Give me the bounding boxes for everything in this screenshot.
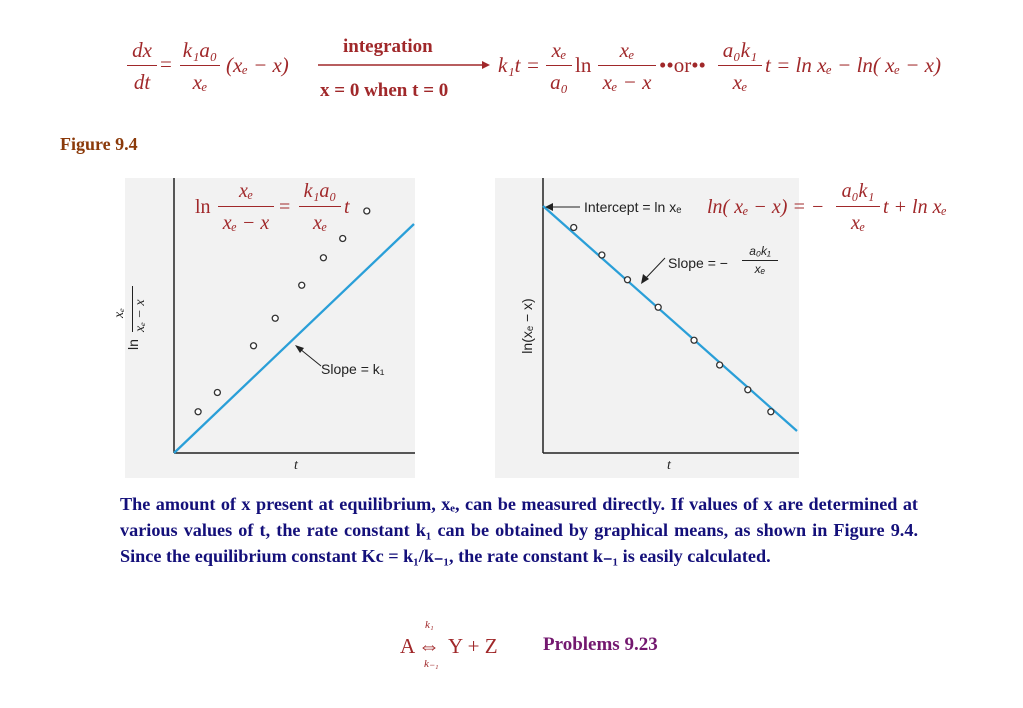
condition-label: x = 0 when t = 0 xyxy=(320,80,449,101)
reaction-arrow: ⇔ xyxy=(418,633,440,658)
right-eq-coef-num: a₀k₁ xyxy=(841,180,875,202)
integration-arrow xyxy=(318,59,490,71)
left-data-point xyxy=(364,208,370,214)
alt-coef-den: xₑ xyxy=(732,70,748,94)
description-text: The amount of x present at equilibrium, xₑ, can be measured directly. If values of x are determined at various values of t, the rate constant k₁ can be obtained by graphical means, as shown in Figure 9.4. Since the equilibrium constant Kc = k₁/k₋₁, the rate constant k₋₁ is easily calculated. xyxy=(120,494,918,566)
rate-lhs-fraction xyxy=(127,38,157,94)
integration-label: integration xyxy=(343,36,433,57)
right-eq-lhs: ln( xₑ − x) = − xyxy=(707,196,825,218)
right-data-point xyxy=(571,225,577,231)
figure-title: Figure 9.4 xyxy=(60,134,138,154)
left-eq-frac-den: xₑ − x xyxy=(222,212,270,234)
left-ylabel xyxy=(112,248,148,388)
integrated-coef-num: xₑ xyxy=(551,38,567,62)
right-plot-background xyxy=(495,178,799,478)
right-intercept-label: Intercept = ln xₑ xyxy=(584,199,682,215)
left-eq-t: t xyxy=(344,196,350,218)
reaction-k-forward: k₁ xyxy=(425,619,434,631)
ln-text: ln xyxy=(575,53,592,77)
left-data-point xyxy=(320,255,326,261)
right-data-point xyxy=(768,409,774,415)
right-slope-label: Slope = − xyxy=(668,255,728,271)
right-plot-svg xyxy=(495,178,799,478)
right-slope-num: a₀k₁ xyxy=(749,244,771,258)
right-ylabel: ln(xₑ − x) xyxy=(519,298,535,354)
left-ylabel-ln: ln xyxy=(125,339,141,350)
left-xlabel: t xyxy=(294,458,298,473)
right-data-point xyxy=(691,337,697,343)
integrated-coef-fraction xyxy=(546,38,572,94)
integrated-log-den: xₑ − x xyxy=(602,70,652,94)
alt-coef-fraction xyxy=(718,38,762,94)
right-eq-coef-den: xₑ xyxy=(850,212,866,234)
left-slope-annotation: Slope = k₁ xyxy=(321,361,385,377)
rate-lhs-den: dt xyxy=(133,70,151,94)
right-slope-frac xyxy=(742,244,778,276)
reaction-lhs: A xyxy=(400,634,416,658)
left-data-point xyxy=(214,390,220,396)
left-eq-coef xyxy=(299,180,341,234)
description-paragraph xyxy=(120,491,918,569)
rate-coef-num: k₁a₀ xyxy=(182,38,218,62)
rate-lhs-num: dx xyxy=(132,38,152,62)
equals-sign: = xyxy=(160,52,172,76)
left-eq-ln: ln xyxy=(195,196,211,218)
right-xlabel: t xyxy=(667,458,671,473)
left-ylabel-num: xₑ xyxy=(112,308,127,318)
right-data-point xyxy=(717,362,723,368)
left-data-point xyxy=(195,409,201,415)
integrated-log-num: xₑ xyxy=(619,38,635,62)
left-eq-frac-num: xₑ xyxy=(238,180,254,202)
integrated-lhs: k₁t = xyxy=(498,53,540,77)
right-eq-coef xyxy=(836,180,880,234)
integrated-coef-den: a₀ xyxy=(550,70,568,94)
left-eq-coef-den: xₑ xyxy=(312,212,328,234)
alt-rhs: t = ln xₑ − ln( xₑ − x) xyxy=(765,53,941,77)
right-eq-rhs: t + ln xₑ xyxy=(883,196,947,218)
left-data-point xyxy=(272,315,278,321)
reaction-k-reverse: k₋₁ xyxy=(424,658,439,670)
reaction-rhs: Y + Z xyxy=(448,634,498,658)
left-data-point xyxy=(340,236,346,242)
left-data-point xyxy=(251,343,257,349)
alt-coef-num: a₀k₁ xyxy=(722,38,758,62)
left-eq-frac xyxy=(218,180,274,234)
or-text: ••or•• xyxy=(659,53,706,77)
right-data-point xyxy=(599,252,605,258)
rate-coef-den: xₑ xyxy=(192,70,208,94)
right-data-point xyxy=(745,387,751,393)
right-data-point xyxy=(655,304,661,310)
integrated-log-fraction xyxy=(598,38,656,94)
right-slope-den: xₑ xyxy=(754,262,766,276)
left-eq-equals: = xyxy=(279,196,291,218)
right-data-point xyxy=(624,277,630,283)
left-data-point xyxy=(299,282,305,288)
left-eq-coef-num: k₁a₀ xyxy=(303,180,337,202)
rate-coef-fraction xyxy=(180,38,220,94)
rate-factor: (xₑ − x) xyxy=(226,53,289,77)
problems-label: Problems 9.23 xyxy=(543,634,658,655)
left-ylabel-den: xₑ − x xyxy=(133,299,148,332)
